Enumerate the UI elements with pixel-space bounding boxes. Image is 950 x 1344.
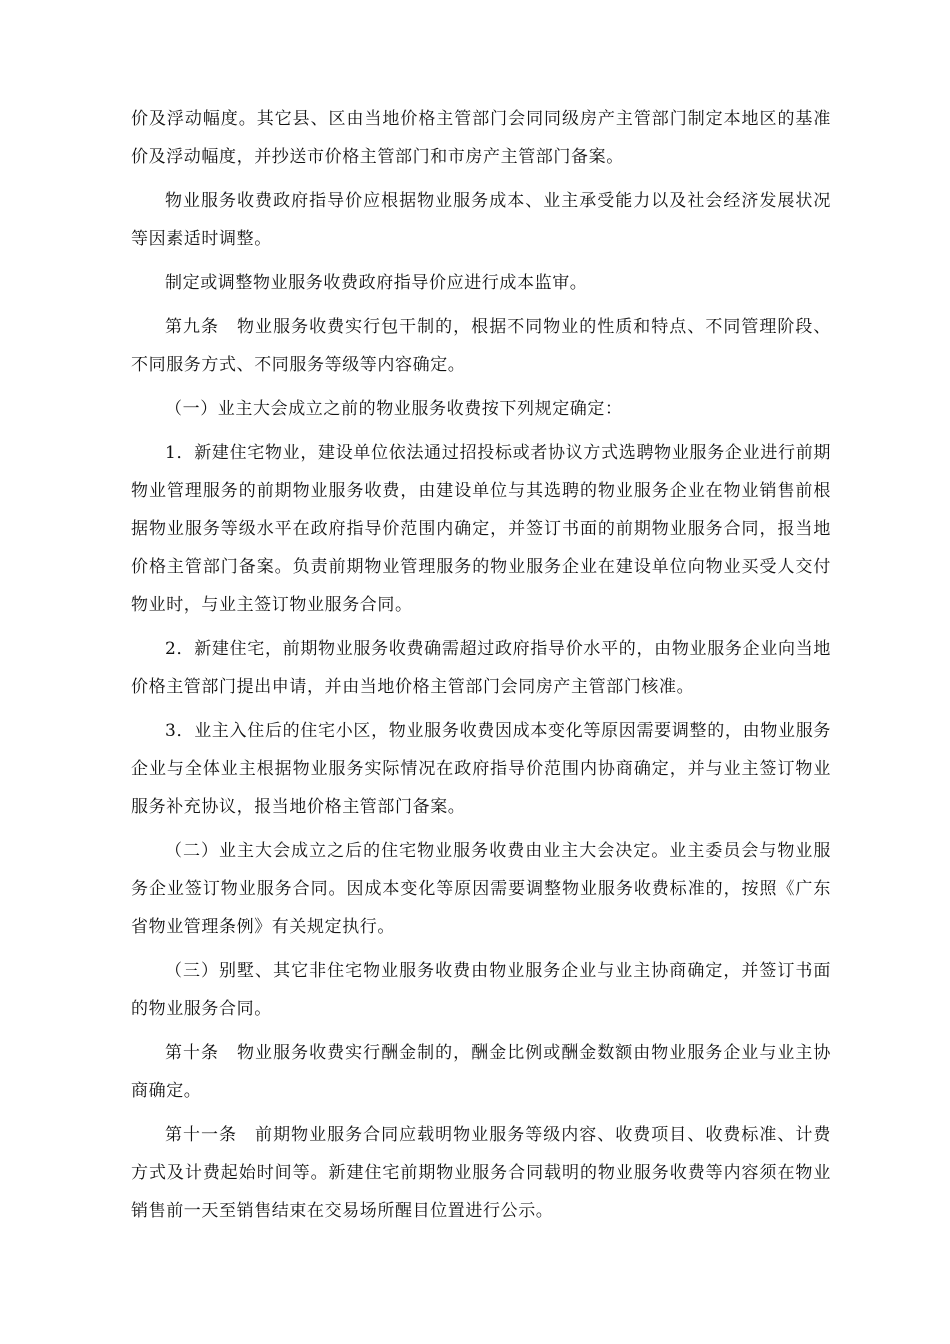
article-11: 第十一条 前期物业服务合同应载明物业服务等级内容、收费项目、收费标准、计费方式及计费起始时间等。新建住宅前期物业服务合同载明的物业服务收费等内容须在物业销售前一天至销售结束在交易场所醒目位置进行公示。 [131, 1125, 831, 1221]
article-9-item-3: （三）别墅、其它非住宅物业服务收费由物业服务企业与业主协商确定，并签订书面的物业服务合同。 [131, 961, 831, 1019]
article-9-item-1-sub-2: 2．新建住宅，前期物业服务收费确需超过政府指导价水平的，由物业服务企业向当地价格主管部门提出申请，并由当地价格主管部门会同房产主管部门核准。 [131, 639, 831, 697]
article-9-item-1: （一）业主大会成立之前的物业服务收费按下列规定确定： [165, 399, 623, 419]
paragraph-price-adjustment: 物业服务收费政府指导价应根据物业服务成本、业主承受能力以及社会经济发展状况等因素适时调整。 [131, 191, 831, 249]
article-10: 第十条 物业服务收费实行酬金制的，酬金比例或酬金数额由物业服务企业与业主协商确定。 [131, 1043, 831, 1101]
paragraph-cost-audit: 制定或调整物业服务收费政府指导价应进行成本监审。 [165, 273, 588, 293]
document-body [131, 100, 831, 1230]
paragraph-continued: 价及浮动幅度。其它县、区由当地价格主管部门会同同级房产主管部门制定本地区的基准价及浮动幅度，并抄送市价格主管部门和市房产主管部门备案。 [131, 109, 831, 167]
article-9-item-1-sub-3: 3．业主入住后的住宅小区，物业服务收费因成本变化等原因需要调整的，由物业服务企业与全体业主根据物业服务实际情况在政府指导价范围内协商确定，并与业主签订物业服务补充协议，报当地价格主管部门备案。 [131, 721, 831, 817]
article-9-item-2: （二）业主大会成立之后的住宅物业服务收费由业主大会决定。业主委员会与物业服务企业签订物业服务合同。因成本变化等原因需要调整物业服务收费标准的，按照《广东省物业管理条例》有关规定执行。 [131, 841, 831, 937]
article-9: 第九条 物业服务收费实行包干制的，根据不同物业的性质和特点、不同管理阶段、不同服务方式、不同服务等级等内容确定。 [131, 317, 831, 375]
article-9-item-1-sub-1: 1．新建住宅物业，建设单位依法通过招投标或者协议方式选聘物业服务企业进行前期物业管理服务的前期物业服务收费，由建设单位与其选聘的物业服务企业在物业销售前根据物业服务等级水平在政府指导价范围内确定，并签订书面的前期物业服务合同，报当地价格主管部门备案。负责前期物业管理服务的物业服务企业在建设单位向物业买受人交付物业时，与业主签订物业服务合同。 [131, 443, 831, 615]
